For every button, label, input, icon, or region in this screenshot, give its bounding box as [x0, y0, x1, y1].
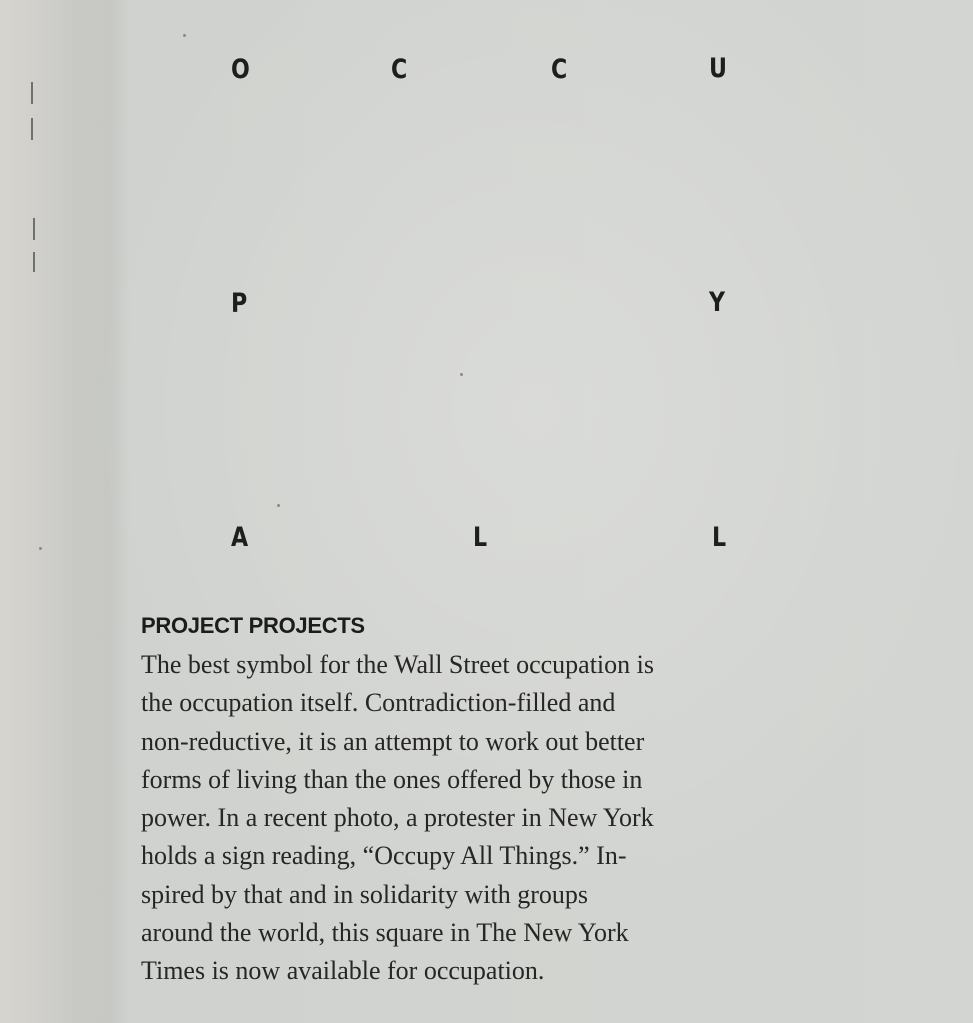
margin-tick-mark	[33, 252, 35, 272]
grid-letter-y: Y	[709, 287, 726, 318]
article-line: non-reductive, it is an attempt to work out better	[141, 726, 645, 756]
grid-letter-c: C	[391, 54, 408, 85]
article-heading: PROJECT PROJECTS	[141, 613, 365, 638]
paper-speck	[183, 34, 186, 37]
grid-letter-c: C	[551, 54, 568, 85]
article-line: around the world, this square in The New York	[141, 918, 629, 948]
grid-letter-p: P	[231, 288, 248, 319]
article-line: Times is now available for occupation.	[141, 956, 545, 986]
article-line: the occupation itself. Contradiction-filled and	[141, 688, 616, 718]
grid-letter-l: L	[473, 522, 488, 553]
grid-letter-o: O	[231, 54, 250, 85]
paper-speck	[460, 373, 463, 376]
margin-tick-mark	[31, 82, 33, 104]
article-line: The best symbol for the Wall Street occupation is	[141, 650, 654, 679]
article-line: holds a sign reading, “Occupy All Things.” In-	[141, 841, 627, 871]
article-body	[141, 646, 821, 991]
page-gutter	[0, 0, 125, 1023]
grid-letter-u: U	[709, 53, 727, 84]
margin-tick-mark	[31, 118, 33, 140]
margin-tick-mark	[33, 218, 35, 240]
paper-speck	[277, 504, 280, 507]
paper-speck	[39, 547, 42, 550]
article-line: forms of living than the ones offered by those in	[141, 764, 643, 794]
grid-letter-l: L	[712, 522, 727, 553]
article-line: power. In a recent photo, a protester in New York	[141, 803, 654, 833]
grid-letter-a: A	[231, 522, 249, 553]
article-line: spired by that and in solidarity with groups	[141, 879, 589, 909]
